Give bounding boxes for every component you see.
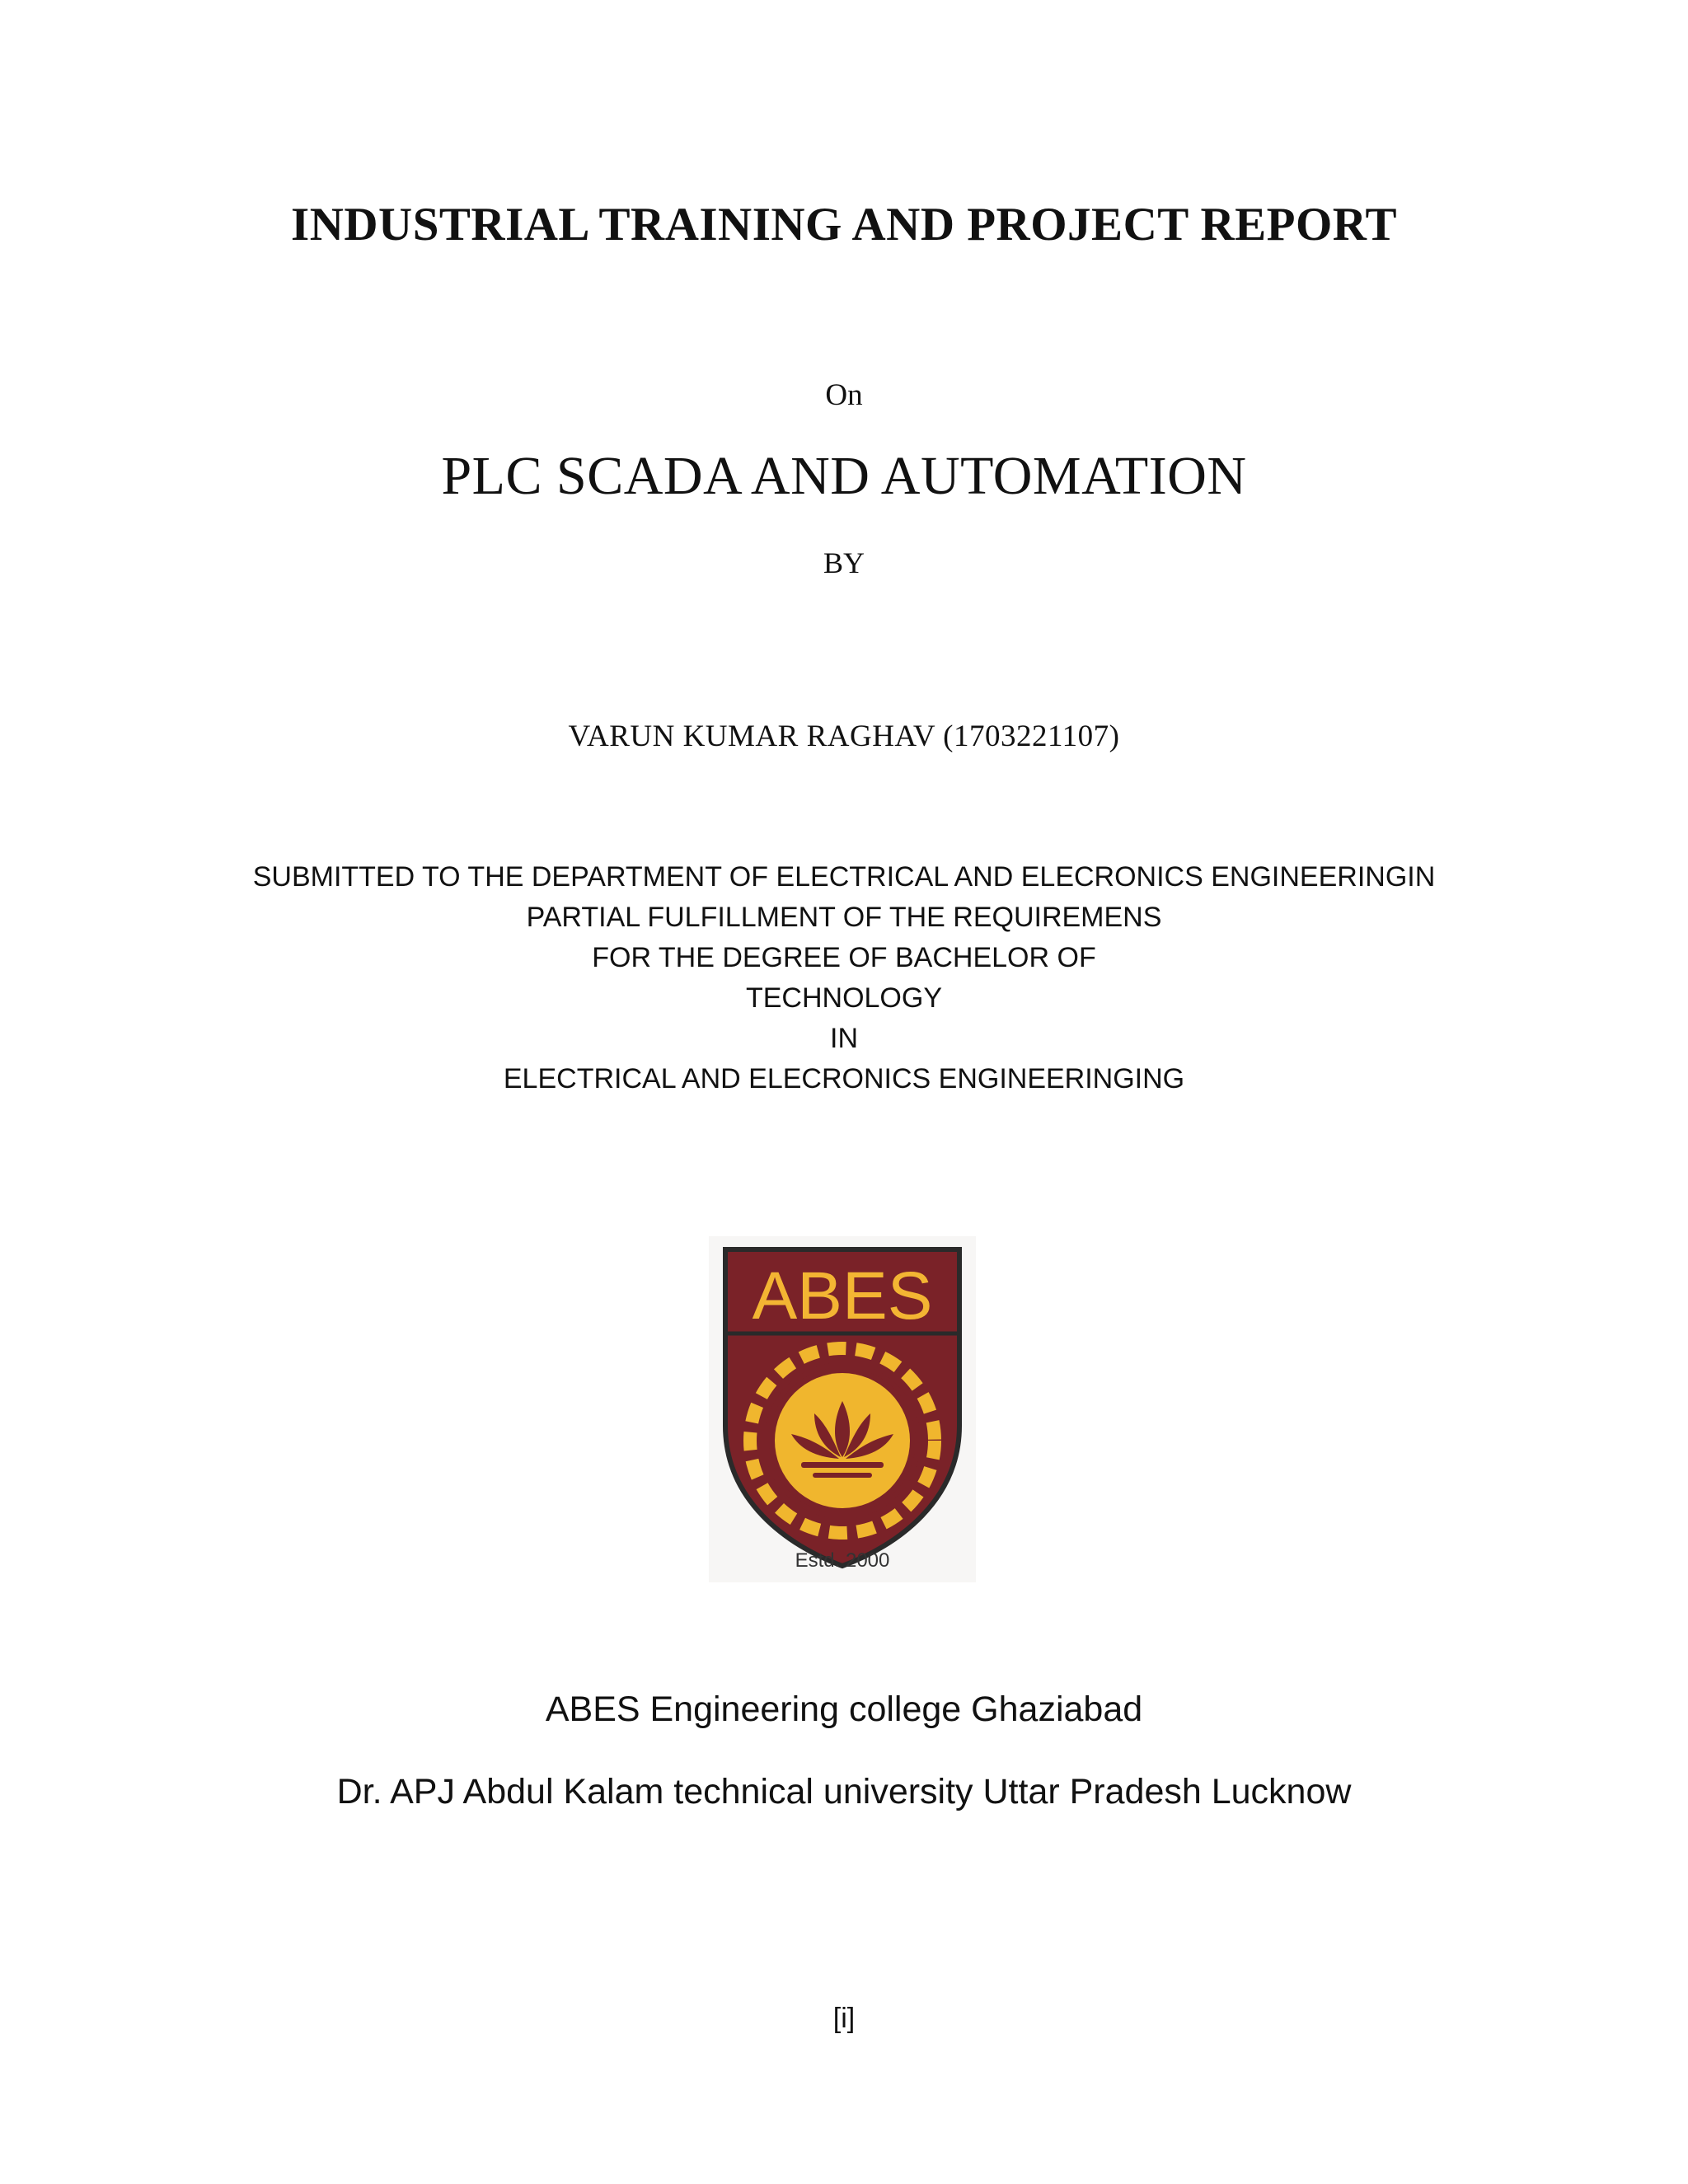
submission-statement [0, 857, 1688, 1099]
project-title: PLC SCADA AND AUTOMATION [441, 446, 1247, 506]
college-name: ABES Engineering college Ghaziabad [545, 1690, 1143, 1729]
svg-text:ABES: ABES [752, 1258, 933, 1333]
submission-line: IN [830, 1023, 858, 1054]
on-label: On [825, 378, 863, 412]
submission-line: FOR THE DEGREE OF BACHELOR OF [592, 942, 1096, 973]
report-title: INDUSTRIAL TRAINING AND PROJECT REPORT [291, 199, 1397, 251]
submission-line: PARTIAL FULFILLMENT OF THE REQUIREMENS [526, 902, 1162, 933]
university-name: Dr. APJ Abdul Kalam technical university Uttar Pradesh Lucknow [336, 1772, 1352, 1811]
submission-line: SUBMITTED TO THE DEPARTMENT OF ELECTRICAL AND ELECRONICS ENGINEERINGIN [252, 861, 1436, 893]
college-logo [709, 1236, 976, 1582]
author-name: VARUN KUMAR RAGHAV (1703221107) [568, 719, 1120, 753]
logo-established-text: Estd. 2000 [795, 1549, 890, 1572]
shield-icon [709, 1236, 976, 1582]
page-number: [i] [832, 2003, 856, 2034]
by-label: BY [823, 546, 865, 579]
submission-line: TECHNOLOGY [745, 982, 943, 1014]
submission-line: ELECTRICAL AND ELECRONICS ENGINEERINGING [503, 1063, 1185, 1094]
